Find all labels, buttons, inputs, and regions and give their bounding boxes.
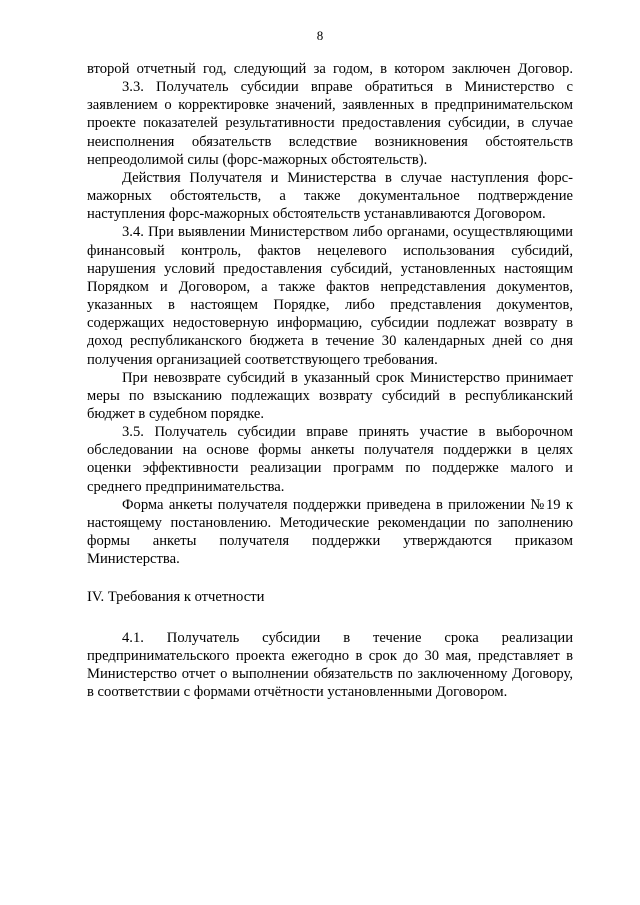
paragraph-force-majeure-actions: Действия Получателя и Министерства в случае наступления форс-мажорных обстоятельств, а также документальное подтверждение наступления форс-мажорных обстоятельств устанавливаются Договором.	[87, 169, 573, 223]
paragraph-non-return: При невозврате субсидий в указанный срок Министерство принимает меры по взысканию подлежащих возврату субсидий в республиканский бюджет в судебном порядке.	[87, 369, 573, 422]
paragraph-4-1: 4.1. Получатель субсидии в течение срока реализации предпринимательского проекта ежегодно в срок до 30 мая, представляет в Министерство отчет о выполнении обязательств по заключенному Договору, в соответствии с формами отчётности установленными Договором.	[87, 629, 573, 700]
page-number: 8	[316, 28, 324, 43]
paragraph-continuation: второй отчетный год, следующий за годом, в котором заключен Договор.	[87, 61, 573, 77]
paragraph-3-4: 3.4. При выявлении Министерством либо органами, осуществляющими финансовый контроль, фактов нецелевого использования субсидий, нарушения условий предоставления субсидий, установленных настоящим Порядком и Договором, а также фактов непредставления документов, указанных в настоящем Порядке, либо представления документов, содержащих недостоверную информацию, субсидии подлежат возврату в доход республиканского бюджета в течение 30 календарных дней со дня получения организацией соответствующего требования.	[87, 224, 573, 368]
paragraph-questionnaire-form: Форма анкеты получателя поддержки приведена в приложении №19 к настоящему постановлению. Методические рекомендации по заполнению формы анкеты получателя поддержки утверждаются приказом Министерства.	[87, 496, 573, 568]
document-body	[87, 60, 573, 701]
section-title: IV. Требования к отчетности	[87, 589, 265, 606]
paragraph-3-5: 3.5. Получатель субсидии вправе принять участие в выборочном обследовании на основе формы анкеты получателя поддержки в целях оценки эффективности реализации программ по поддержке малого и среднего предпринимательства.	[87, 424, 573, 495]
paragraph-3-3: 3.3. Получатель субсидии вправе обратиться в Министерство с заявлением о корректировке значений, заявленных в предпринимательском проекте показателей результативности предоставления субсидии, в случае неисполнения обязательств вследствие возникновения обстоятельств непреодолимой силы (форс-мажорных обстоятельств).	[87, 79, 573, 168]
